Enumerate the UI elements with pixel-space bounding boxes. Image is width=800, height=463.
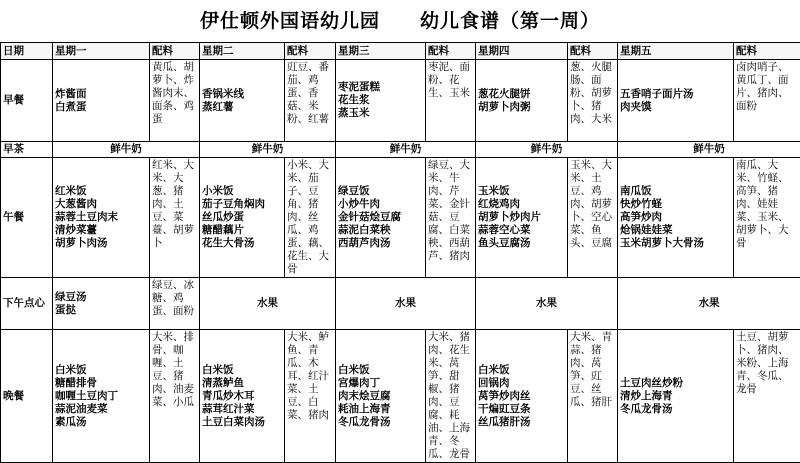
dish-item: 清蒸鲈鱼 [202, 377, 282, 390]
dinner-dishes-tue [200, 330, 285, 463]
header-tuesday: 星期二 [200, 43, 285, 60]
dish-item: 绿豆饭 [338, 185, 423, 198]
dish-item: 白米饭 [202, 364, 282, 377]
dish-item: 糖醋藕片 [202, 224, 282, 237]
dish-item: 糖醋排骨 [55, 377, 147, 390]
dish-item: 清炒上海青 [620, 390, 731, 403]
dish-item: 蒜泥油麦菜 [55, 403, 147, 416]
dish-item: 青瓜炒木耳 [202, 390, 282, 403]
header-thursday: 星期四 [476, 43, 568, 60]
dish-item: 土豆白菜肉汤 [202, 416, 282, 429]
lunch-ingredients-fri: 南瓜、大米、竹蛏、高笋、猪肉、娃娃菜、玉米、胡萝卜、大骨 [734, 158, 800, 278]
dish-item: 干煸豇豆条 [478, 403, 565, 416]
header-wednesday: 星期三 [336, 43, 426, 60]
breakfast-ingredients-thu: 葱、火腿肠、面粉、胡萝卜、猪肉、大米 [568, 60, 618, 142]
morning-tea-mon: 鲜牛奶 [53, 142, 200, 158]
dish-item: 枣泥蛋糕 [338, 81, 423, 94]
dinner-ingredients-fri: 土豆、胡萝卜、猪肉、米粉、上海青、冬瓜、龙骨 [734, 330, 800, 463]
header-ingredients: 配料 [734, 43, 800, 60]
dish-item: 绿豆汤 [55, 291, 147, 304]
header-ingredients: 配料 [568, 43, 618, 60]
meal-label-breakfast: 早餐 [1, 60, 53, 142]
dinner-dishes-wed [336, 330, 426, 463]
lunch-dishes-wed [336, 158, 426, 278]
morning-tea-thu: 鲜牛奶 [476, 142, 618, 158]
lunch-ingredients-mon: 红米、大米、大葱、猪肉、土豆、菜薹、胡萝卜 [150, 158, 200, 278]
dinner-ingredients-thu: 大米、青蒜、猪肉、莴笋、豇豆、丝瓜、猪肝 [568, 330, 618, 463]
dish-item: 蛋挞 [55, 304, 147, 317]
page-title: 伊仕顿外国语幼儿园 幼儿食谱（第一周） [0, 0, 800, 42]
dinner-dishes-mon [53, 330, 150, 463]
lunch-ingredients-thu: 玉米、大米、土豆、鸡肉、胡萝卜、空心菜、鱼头、豆腐 [568, 158, 618, 278]
breakfast-dishes-thu [476, 60, 568, 142]
header-monday: 星期一 [53, 43, 150, 60]
lunch-dishes-fri [618, 158, 734, 278]
dish-item: 白米饭 [338, 364, 423, 377]
morning-tea-fri: 鲜牛奶 [618, 142, 800, 158]
dish-item: 蒸红薯 [202, 101, 282, 114]
dish-item: 红烧鸡肉 [478, 198, 565, 211]
dish-item: 冬瓜龙骨汤 [620, 403, 731, 416]
dish-item: 白米饭 [478, 364, 565, 377]
header-ingredients: 配料 [285, 43, 336, 60]
dinner-dishes-fri [618, 330, 734, 463]
dish-item: 茄子豆角焖肉 [202, 198, 282, 211]
dish-item: 丝瓜猪肝汤 [478, 416, 565, 429]
header-ingredients: 配料 [426, 43, 476, 60]
dish-item: 回锅肉 [478, 377, 565, 390]
weekly-menu-table [0, 42, 800, 463]
dish-item: 花生大骨汤 [202, 237, 282, 250]
afternoon-snack-row [1, 278, 800, 330]
dish-item: 素瓜汤 [55, 416, 147, 429]
dish-item: 白煮蛋 [55, 101, 147, 114]
meal-label-lunch: 午餐 [1, 158, 53, 278]
dish-item: 香锅米线 [202, 88, 282, 101]
dish-item: 冬瓜龙骨汤 [338, 416, 423, 429]
dish-item: 小炒牛肉 [338, 198, 423, 211]
dish-item: 五香哨子面片汤 [620, 88, 731, 101]
dish-item: 金针菇烩豆腐 [338, 211, 423, 224]
dish-item: 宫爆肉丁 [338, 377, 423, 390]
dinner-ingredients-wed: 大米、猪肉、花生米、莴笋、甜椒、猪肉、豆腐、耗油、上海青、冬瓜、龙骨 [426, 330, 476, 463]
dish-item: 白米饭 [55, 364, 147, 377]
lunch-dishes-thu [476, 158, 568, 278]
breakfast-row [1, 60, 800, 142]
dish-item: 咖喱土豆肉丁 [55, 390, 147, 403]
dish-item: 炝锅娃娃菜 [620, 224, 731, 237]
breakfast-ingredients-tue: 豇豆、番茄、鸡蛋、香菇、米粉、红薯 [285, 60, 336, 142]
breakfast-dishes-wed [336, 60, 426, 142]
breakfast-dishes-tue [200, 60, 285, 142]
dish-item: 肉末烩豆腐 [338, 390, 423, 403]
dish-item: 小米饭 [202, 185, 282, 198]
dish-item: 蒜茸红汁菜 [202, 403, 282, 416]
dish-item: 南瓜饭 [620, 185, 731, 198]
breakfast-ingredients-wed: 枣泥、面粉、花生、玉米 [426, 60, 476, 142]
dish-item: 蒜泥白菜秧 [338, 224, 423, 237]
dish-item: 快炒竹蛏 [620, 198, 731, 211]
afternoon-fruit-fri: 水果 [618, 278, 800, 330]
dinner-row [1, 330, 800, 463]
breakfast-ingredients-mon: 黄瓜、胡萝卜、炸酱肉末、面条、鸡蛋 [150, 60, 200, 142]
dish-item: 花生浆 [338, 94, 423, 107]
dish-item: 高笋炒肉 [620, 211, 731, 224]
breakfast-ingredients-fri: 卤肉哨子、黄瓜丁、面片、猪肉、面粉 [734, 60, 800, 142]
morning-tea-tue: 鲜牛奶 [200, 142, 336, 158]
dish-item: 土豆肉丝炒粉 [620, 377, 731, 390]
afternoon-fruit-wed: 水果 [336, 278, 476, 330]
dish-item: 葱花火腿饼 [478, 88, 565, 101]
afternoon-fruit-tue: 水果 [200, 278, 336, 330]
lunch-dishes-tue [200, 158, 285, 278]
lunch-ingredients-tue: 小米、大米、茄子、豆角、猪肉、丝瓜、鸡蛋、藕、花生、大骨 [285, 158, 336, 278]
lunch-dishes-mon [53, 158, 150, 278]
header-friday: 星期五 [618, 43, 734, 60]
dish-item: 蒸玉米 [338, 107, 423, 120]
dish-item: 胡萝卜肉汤 [55, 237, 147, 250]
dish-item: 西葫芦肉汤 [338, 237, 423, 250]
afternoon-dishes-mon [53, 278, 150, 330]
dish-item: 胡萝卜炒肉片 [478, 211, 565, 224]
dish-item: 莴笋炒肉丝 [478, 390, 565, 403]
dish-item: 丝瓜炒蛋 [202, 211, 282, 224]
afternoon-fruit-thu: 水果 [476, 278, 618, 330]
dish-item: 红米饭 [55, 185, 147, 198]
dish-item: 耗油上海青 [338, 403, 423, 416]
lunch-ingredients-wed: 绿豆、大米、牛肉、芹菜、金针菇、豆腐、白菜秧、西葫芦、猪肉 [426, 158, 476, 278]
breakfast-dishes-mon [53, 60, 150, 142]
dish-item: 玉米胡萝卜大骨汤 [620, 237, 731, 250]
dish-item: 蒜蓉土豆肉末 [55, 211, 147, 224]
dish-item: 玉米饭 [478, 185, 565, 198]
dinner-dishes-thu [476, 330, 568, 463]
meal-label-afternoon: 下午点心 [1, 278, 53, 330]
header-ingredients: 配料 [150, 43, 200, 60]
dish-item: 清炒菜薹 [55, 224, 147, 237]
breakfast-dishes-fri [618, 60, 734, 142]
dinner-ingredients-tue: 大米、鲈鱼、青瓜、木耳、红汁菜、土豆、白菜、猪肉 [285, 330, 336, 463]
meal-label-dinner: 晚餐 [1, 330, 53, 463]
dinner-ingredients-mon: 大米、排骨、咖喱、土豆、猪肉、油麦菜、小瓜 [150, 330, 200, 463]
morning-tea-row [1, 142, 800, 158]
dish-item: 大葱酱肉 [55, 198, 147, 211]
morning-tea-wed: 鲜牛奶 [336, 142, 476, 158]
meal-label-morning-tea: 早茶 [1, 142, 53, 158]
dish-item: 肉夹馍 [620, 101, 731, 114]
header-row [1, 43, 800, 60]
header-date: 日期 [1, 43, 53, 60]
lunch-row [1, 158, 800, 278]
dish-item: 炸酱面 [55, 88, 147, 101]
afternoon-ingredients-mon: 绿豆、冰糖、鸡蛋、面粉 [150, 278, 200, 330]
dish-item: 鱼头豆腐汤 [478, 237, 565, 250]
dish-item: 蒜蓉空心菜 [478, 224, 565, 237]
dish-item: 胡萝卜肉粥 [478, 101, 565, 114]
